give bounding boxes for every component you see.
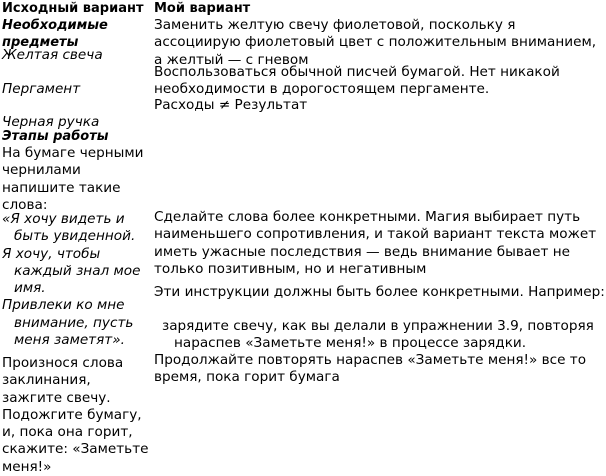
spell-line-3: Привлеки ко мне внимание, пусть меня заметят». — [2, 297, 134, 349]
material-black-pen: Черная ручка — [2, 114, 100, 130]
spell-line-1: «Я хочу видеть и быть увиденной. — [2, 211, 136, 245]
step-light-candle: Произнося слова заклинания, зажгите свечу. Подожгите бумагу, и, пока она горит, скажите: «Заметьте меня!» — [2, 355, 149, 475]
spell-text-revision: Сделайте слова более конкретными. Магия выбирает путь наименьшего сопротивления, и такой вариант текста может иметь ужасные последствия — ведь внимание бывает не только позитивным, но и негативным — [154, 209, 597, 277]
spell-line-2: Я хочу, чтобы каждый знал мое имя. — [2, 245, 141, 297]
mine-column-header: Мой вариант — [154, 1, 251, 16]
instructions-revision-example — [154, 318, 606, 353]
parchment-revision: Воспользоваться обычной писчей бумагой. Нет никакой необходимости в дорогостоящем пергаменте. — [154, 64, 560, 98]
charge-candle-example: зарядите свечу, как вы делали в упражнении 3.9, повторяя нараспев «Заметьте меня!» в процессе зарядки. — [162, 318, 594, 352]
step-write-words: На бумаге черными чернилами напишите такие слова: — [2, 145, 144, 213]
spell-text — [2, 211, 152, 349]
material-parchment: Пергамент — [2, 81, 81, 97]
materials-section-heading: Необходимые предметы — [2, 18, 108, 51]
steps-section-heading: Этапы работы — [2, 129, 109, 144]
original-column-header: Исходный вариант — [2, 1, 144, 16]
cost-result-note: Расходы ≠ Результат — [154, 97, 308, 113]
yellow-candle-revision: Заменить желтую свечу фиолетовой, поскольку я ассоциирую фиолетовый цвет с положительным вниманием, а желтый — с гневом — [154, 17, 597, 68]
material-yellow-candle: Желтая свеча — [2, 47, 103, 63]
instructions-revision-outro: Продолжайте повторять нараспев «Заметьте меня!» все то время, пока горит бумага — [154, 352, 587, 386]
instructions-revision-intro: Эти инструкции должны быть более конкретными. Например: — [154, 284, 605, 300]
